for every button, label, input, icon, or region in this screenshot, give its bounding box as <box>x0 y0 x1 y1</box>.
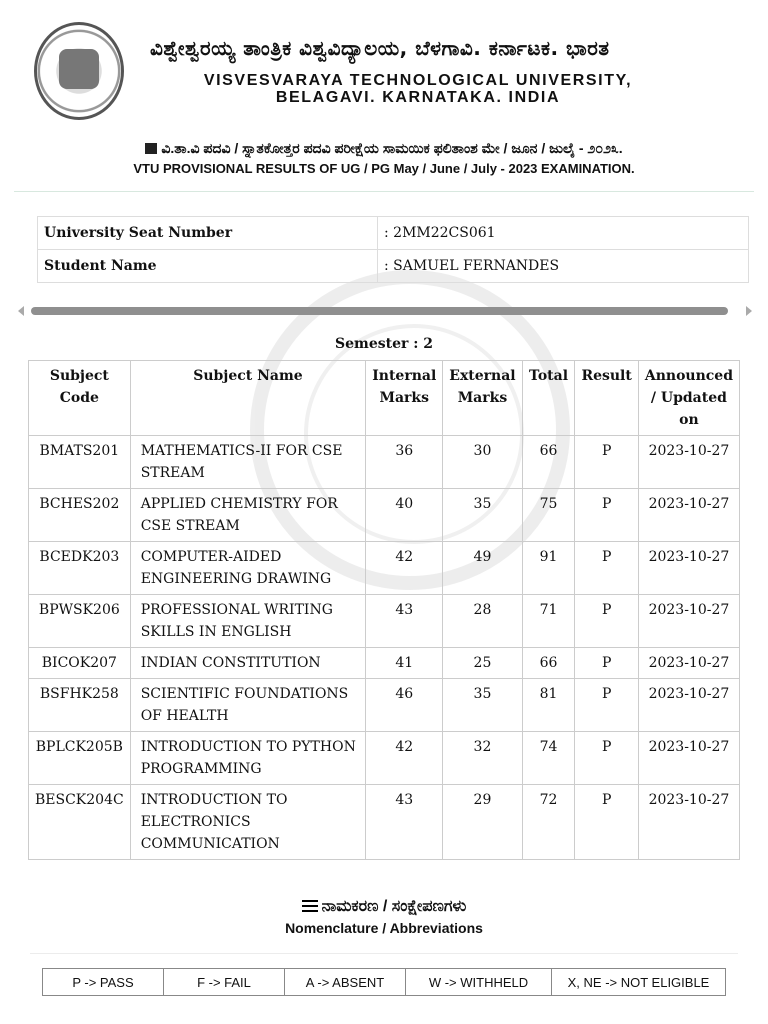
external-marks-cell: 35 <box>443 679 522 732</box>
announced-date-cell: 2023-10-27 <box>638 785 739 860</box>
total-marks-cell: 72 <box>522 785 575 860</box>
external-marks-cell: 49 <box>443 542 522 595</box>
page-header <box>0 0 768 130</box>
total-marks-cell: 81 <box>522 679 575 732</box>
abbreviation-not-eligible: X, NE -> NOT ELIGIBLE <box>552 969 726 996</box>
total-marks-cell: 91 <box>522 542 575 595</box>
student-info-table <box>37 216 749 283</box>
table-row <box>29 648 740 679</box>
table-row <box>29 436 740 489</box>
subject-name-cell: COMPUTER-AIDED ENGINEERING DRAWING <box>130 542 366 595</box>
subject-code-cell: BPLCK205B <box>29 732 131 785</box>
internal-marks-cell: 43 <box>366 785 443 860</box>
subject-code-cell: BICOK207 <box>29 648 131 679</box>
internal-marks-cell: 43 <box>366 595 443 648</box>
table-row <box>29 489 740 542</box>
subject-name-cell: PROFESSIONAL WRITING SKILLS IN ENGLISH <box>130 595 366 648</box>
result-cell: P <box>575 542 638 595</box>
header-external-marks: External Marks <box>443 361 522 436</box>
external-marks-cell: 25 <box>443 648 522 679</box>
table-row <box>29 595 740 648</box>
total-marks-cell: 71 <box>522 595 575 648</box>
result-cell: P <box>575 436 638 489</box>
internal-marks-cell: 46 <box>366 679 443 732</box>
abbreviation-withheld: W -> WITHHELD <box>406 969 552 996</box>
abbreviations-table <box>42 968 726 996</box>
announced-date-cell: 2023-10-27 <box>638 732 739 785</box>
abbreviations-row <box>43 969 726 996</box>
abbreviation-absent: A -> ABSENT <box>285 969 406 996</box>
announced-date-cell: 2023-10-27 <box>638 489 739 542</box>
scrollbar-thumb[interactable] <box>31 307 728 315</box>
english-title-line-2: BELAGAVI. KARNATAKA. INDIA <box>275 89 561 106</box>
result-cell: P <box>575 595 638 648</box>
total-marks-cell: 74 <box>522 732 575 785</box>
results-subheading <box>0 140 768 176</box>
table-row <box>29 732 740 785</box>
external-marks-cell: 28 <box>443 595 522 648</box>
result-cell: P <box>575 648 638 679</box>
external-marks-cell: 35 <box>443 489 522 542</box>
seat-number-value: : 2MM22CS061 <box>378 217 749 250</box>
subject-code-cell: BPWSK206 <box>29 595 131 648</box>
subject-code-cell: BESCK204C <box>29 785 131 860</box>
header-total: Total <box>522 361 575 436</box>
subject-code-cell: BCEDK203 <box>29 542 131 595</box>
subject-name-cell: INDIAN CONSTITUTION <box>130 648 366 679</box>
subject-code-cell: BSFHK258 <box>29 679 131 732</box>
nomenclature-divider <box>30 953 738 954</box>
subject-name-cell: MATHEMATICS-II FOR CSE STREAM <box>130 436 366 489</box>
announced-date-cell: 2023-10-27 <box>638 679 739 732</box>
internal-marks-cell: 40 <box>366 489 443 542</box>
result-cell: P <box>575 785 638 860</box>
marks-table-body <box>29 436 740 860</box>
header-divider <box>14 191 754 192</box>
subject-name-cell: APPLIED CHEMISTRY FOR CSE STREAM <box>130 489 366 542</box>
total-marks-cell: 66 <box>522 648 575 679</box>
certificate-icon <box>145 143 157 154</box>
scroll-left-arrow-icon[interactable] <box>18 306 24 316</box>
total-marks-cell: 75 <box>522 489 575 542</box>
internal-marks-cell: 41 <box>366 648 443 679</box>
internal-marks-cell: 42 <box>366 732 443 785</box>
student-name-row <box>38 250 749 283</box>
kannada-nomenclature-heading: ನಾಮಕರಣ / ಸಂಕ್ಷೇಪಣಗಳು <box>0 898 768 916</box>
nomenclature-heading <box>0 898 768 936</box>
announced-date-cell: 2023-10-27 <box>638 595 739 648</box>
header-subject-name: Subject Name <box>130 361 366 436</box>
internal-marks-cell: 42 <box>366 542 443 595</box>
header-result: Result <box>575 361 638 436</box>
header-announced-date: Announced / Updated on <box>638 361 739 436</box>
subject-name-cell: SCIENTIFIC FOUNDATIONS OF HEALTH <box>130 679 366 732</box>
table-row <box>29 679 740 732</box>
announced-date-cell: 2023-10-27 <box>638 436 739 489</box>
english-results-heading: VTU PROVISIONAL RESULTS OF UG / PG May / June / July - 2023 EXAMINATION. <box>133 161 635 176</box>
announced-date-cell: 2023-10-27 <box>638 648 739 679</box>
list-icon <box>302 900 318 912</box>
external-marks-cell: 29 <box>443 785 522 860</box>
announced-date-cell: 2023-10-27 <box>638 542 739 595</box>
marks-table <box>28 360 740 860</box>
header-subject-code: Subject Code <box>29 361 131 436</box>
english-nomenclature-heading: Nomenclature / Abbreviations <box>285 920 483 936</box>
table-row <box>29 785 740 860</box>
external-marks-cell: 32 <box>443 732 522 785</box>
subject-name-cell: INTRODUCTION TO PYTHON PROGRAMMING <box>130 732 366 785</box>
result-cell: P <box>575 489 638 542</box>
abbreviation-pass: P -> PASS <box>43 969 164 996</box>
horizontal-scrollbar[interactable] <box>18 304 752 318</box>
result-cell: P <box>575 732 638 785</box>
english-title-line-1: VISVESVARAYA TECHNOLOGICAL UNIVERSITY, <box>203 72 633 89</box>
result-cell: P <box>575 679 638 732</box>
external-marks-cell: 30 <box>443 436 522 489</box>
seat-number-label: University Seat Number <box>38 217 378 250</box>
university-logo <box>34 22 124 120</box>
scroll-right-arrow-icon[interactable] <box>746 306 752 316</box>
total-marks-cell: 66 <box>522 436 575 489</box>
semester-label: Semester : 2 <box>334 336 434 352</box>
marks-table-header <box>29 361 740 436</box>
english-university-title <box>138 72 698 106</box>
internal-marks-cell: 36 <box>366 436 443 489</box>
subject-name-cell: INTRODUCTION TO ELECTRONICS COMMUNICATION <box>130 785 366 860</box>
kannada-university-title: ವಿಶ್ವೇಶ್ವರಯ್ಯ ತಾಂತ್ರಿಕ ವಿಶ್ವವಿದ್ಯಾಲಯ, ಬೆಳಗಾವಿ. ಕರ್ನಾಟಕ. ಭಾರತ <box>150 36 610 60</box>
subject-code-cell: BMATS201 <box>29 436 131 489</box>
student-name-value: : SAMUEL FERNANDES <box>378 250 749 283</box>
table-row <box>29 542 740 595</box>
subject-code-cell: BCHES202 <box>29 489 131 542</box>
seat-number-row <box>38 217 749 250</box>
abbreviation-fail: F -> FAIL <box>164 969 285 996</box>
student-name-label: Student Name <box>38 250 378 283</box>
header-internal-marks: Internal Marks <box>366 361 443 436</box>
kannada-results-heading: ವಿ.ತಾ.ವಿ ಪದವಿ / ಸ್ನಾತಕೋತ್ತರ ಪದವಿ ಪರೀಕ್ಷೆಯ ಸಾಮಯಿಕ ಫಲಿತಾಂಶ ಮೇ / ಜೂನ / ಜುಲೈ - ೨೦೨೩. <box>0 140 768 157</box>
